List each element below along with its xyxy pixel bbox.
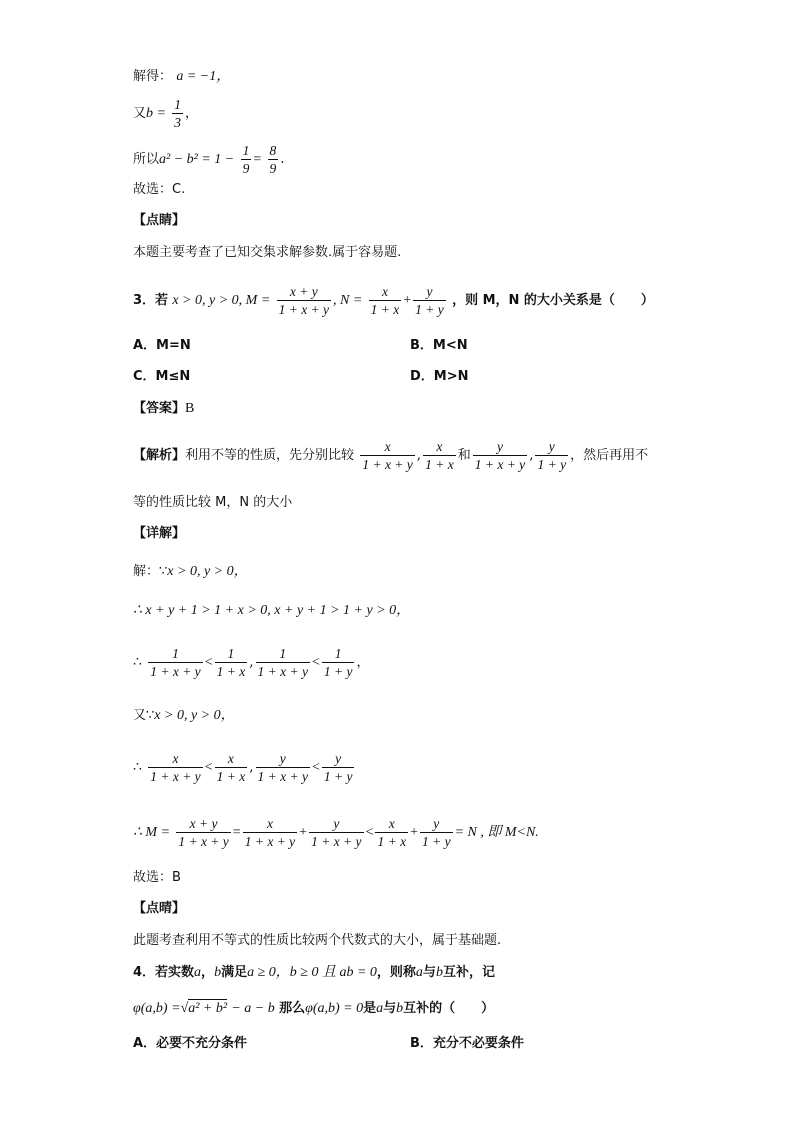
fraction-a3: $\frac{y}{1 + x + y}$	[474, 439, 526, 472]
phi-zero: φ(a,b) = 0	[305, 1001, 364, 1016]
sqrt-sign: √	[180, 1001, 189, 1016]
sym-b: b	[435, 965, 443, 980]
conclusion: = N , 即 M<N.	[454, 825, 539, 840]
comma: ,	[249, 654, 254, 670]
q4-text-1: 4．若实数	[133, 965, 195, 980]
comma: ,	[249, 759, 254, 775]
detail-line-3	[133, 645, 370, 680]
detail-line-9: 此题考查利用不等式的性质比较两个代数式的大小，属于基础题.	[133, 933, 502, 948]
fraction-d6-2: $\frac{x}{1 + x + y}$	[244, 816, 296, 849]
detail-line-1	[133, 561, 248, 582]
fraction-one-third: $\frac{1}{3}$	[174, 97, 182, 130]
fraction-d5-4: $\frac{y}{1 + y}$	[323, 751, 353, 784]
fraction-M: $\frac{x + y}{1 + x + y}$	[278, 284, 330, 317]
answer-value: B	[185, 401, 195, 416]
fraction-d5-1: $\frac{x}{1 + x + y}$	[150, 751, 201, 784]
sym-b: b	[214, 965, 222, 980]
heading-dianjing: 【点睛】	[133, 213, 186, 228]
answer-label: 【答案】	[133, 401, 186, 416]
comma: ,	[416, 447, 422, 463]
equals: =	[232, 825, 241, 840]
q4-text-2: 满足	[221, 965, 248, 980]
phi-def: φ(a,b) =	[133, 1001, 181, 1016]
fraction-d6-1: $\frac{x + y}{1 + x + y}$	[178, 816, 229, 849]
option-a: A．M=N	[133, 338, 191, 353]
heading-dianqing: 【点晴】	[133, 901, 186, 916]
punct: ，	[356, 655, 370, 670]
fraction-a2: $\frac{x}{1 + x}$	[425, 439, 454, 472]
q3-prefix: 3．若	[133, 293, 169, 308]
fraction-8-9: $\frac{8}{9}$	[269, 143, 277, 176]
detail-expr: x > 0, y > 0，	[167, 564, 248, 579]
fraction-n2: $\frac{y}{1 + y}$	[415, 284, 444, 317]
detail-line-5	[133, 750, 356, 785]
solution-line-1	[133, 66, 230, 87]
expr-a2-b2: a² − b² = 1 −	[159, 152, 235, 167]
question-4-line-1	[133, 962, 495, 983]
less-than: <	[311, 760, 320, 775]
q4-text-3: ，则称	[376, 965, 416, 980]
therefore: ∴	[133, 760, 142, 775]
question-3	[133, 283, 654, 318]
equals: =	[253, 152, 262, 167]
q4-option-b: B．充分不必要条件	[410, 1036, 524, 1051]
fraction-a1: $\frac{x}{1 + x + y}$	[362, 439, 413, 472]
answer-line	[133, 398, 194, 419]
fraction-d5-3: $\frac{y}{1 + x + y}$	[257, 751, 308, 784]
plus: +	[410, 825, 418, 840]
detail-line-7: 故选：B	[133, 870, 181, 885]
therefore: ∴	[133, 655, 142, 670]
sym-b: b	[396, 1001, 404, 1016]
phi-rest: − a − b	[231, 1001, 275, 1016]
detail-line-4	[133, 705, 235, 726]
choice-line-c: 故选：C.	[133, 182, 186, 197]
q3-condition: x > 0, y > 0, M =	[172, 293, 271, 308]
comma: ,	[529, 447, 534, 463]
plus: +	[299, 825, 308, 840]
word-shi: 是	[363, 1001, 377, 1016]
solution-line-2	[133, 96, 198, 131]
punct: ，	[185, 106, 199, 121]
q4-text-4: 互补，记	[442, 965, 495, 980]
less-than: <	[204, 760, 213, 775]
sep: ，	[201, 965, 215, 980]
less-than: <	[204, 655, 213, 670]
detail-label-2: 又∵	[133, 708, 155, 723]
analysis-text-1: 利用不等的性质，先分别比较	[185, 448, 355, 463]
period: .	[280, 151, 285, 167]
analysis-line-2: 等的性质比较 M，N 的大小	[133, 495, 293, 510]
equation-b-lhs: b =	[146, 106, 166, 121]
fraction-d3-2: $\frac{1}{1 + x}$	[216, 646, 246, 679]
less-than: <	[311, 655, 320, 670]
q4-option-a: A．必要不充分条件	[133, 1036, 248, 1051]
fraction-d3-4: $\frac{1}{1 + y}$	[323, 646, 353, 679]
q4-condition: a ≥ 0，b ≥ 0 且 ab = 0	[247, 965, 377, 980]
fraction-d6-3: $\frac{y}{1 + x + y}$	[311, 816, 362, 849]
word-yu: 与	[383, 1001, 397, 1016]
word-he: 和	[457, 448, 471, 463]
question-4-line-2	[133, 998, 494, 1019]
option-b: B．M<N	[410, 338, 468, 353]
solution-line-3	[133, 142, 285, 177]
word-then: 那么	[279, 1001, 306, 1016]
detail-line-6	[133, 815, 539, 850]
label-you: 又	[133, 106, 147, 121]
fraction-a4: $\frac{y}{1 + y}$	[537, 439, 567, 472]
detail-expr-2: x > 0, y > 0，	[154, 708, 235, 723]
sym-a: a	[194, 965, 202, 980]
comment-text: 本题主要考查了已知交集求解参数.属于容易题.	[133, 245, 402, 260]
fraction-1-9: $\frac{1}{9}$	[242, 143, 250, 176]
detail-line-2: ∴ x + y + 1 > 1 + x > 0, x + y + 1 > 1 + y > 0，	[133, 603, 411, 618]
analysis-line-1	[133, 438, 648, 473]
sym-a: a	[415, 965, 423, 980]
fraction-d3-1: $\frac{1}{1 + x + y}$	[150, 646, 201, 679]
fraction-d6-4: $\frac{x}{1 + x}$	[377, 816, 407, 849]
label-suoyi: 所以	[133, 152, 160, 167]
q3-suffix: ，则 M，N 的大小关系是（ ）	[452, 293, 654, 308]
q4-end: 互补的（ ）	[403, 1001, 495, 1016]
fraction-d3-3: $\frac{1}{1 + x + y}$	[257, 646, 308, 679]
analysis-label: 【解析】	[133, 448, 186, 463]
analysis-text-2: ，然后再用不	[570, 448, 649, 463]
sqrt-body: a² + b²	[188, 1001, 228, 1016]
fraction-n1: $\frac{x}{1 + x}$	[370, 284, 400, 317]
equation-a: a = −1，	[176, 69, 231, 84]
label-jiede: 解得：	[133, 69, 173, 84]
fraction-d5-2: $\frac{x}{1 + x}$	[216, 751, 246, 784]
less-than: <	[365, 825, 374, 840]
sym-a: a	[376, 1001, 384, 1016]
word-yu: 与	[422, 965, 436, 980]
plus: +	[403, 293, 412, 308]
m-equals: ∴ M =	[133, 825, 171, 840]
detail-label: 解：∵	[133, 564, 168, 579]
q3-n-label: , N =	[333, 293, 363, 308]
option-c: C．M≤N	[133, 369, 191, 384]
fraction-d6-5: $\frac{y}{1 + y}$	[421, 816, 451, 849]
heading-detail: 【详解】	[133, 526, 186, 541]
option-d: D．M>N	[410, 369, 469, 384]
